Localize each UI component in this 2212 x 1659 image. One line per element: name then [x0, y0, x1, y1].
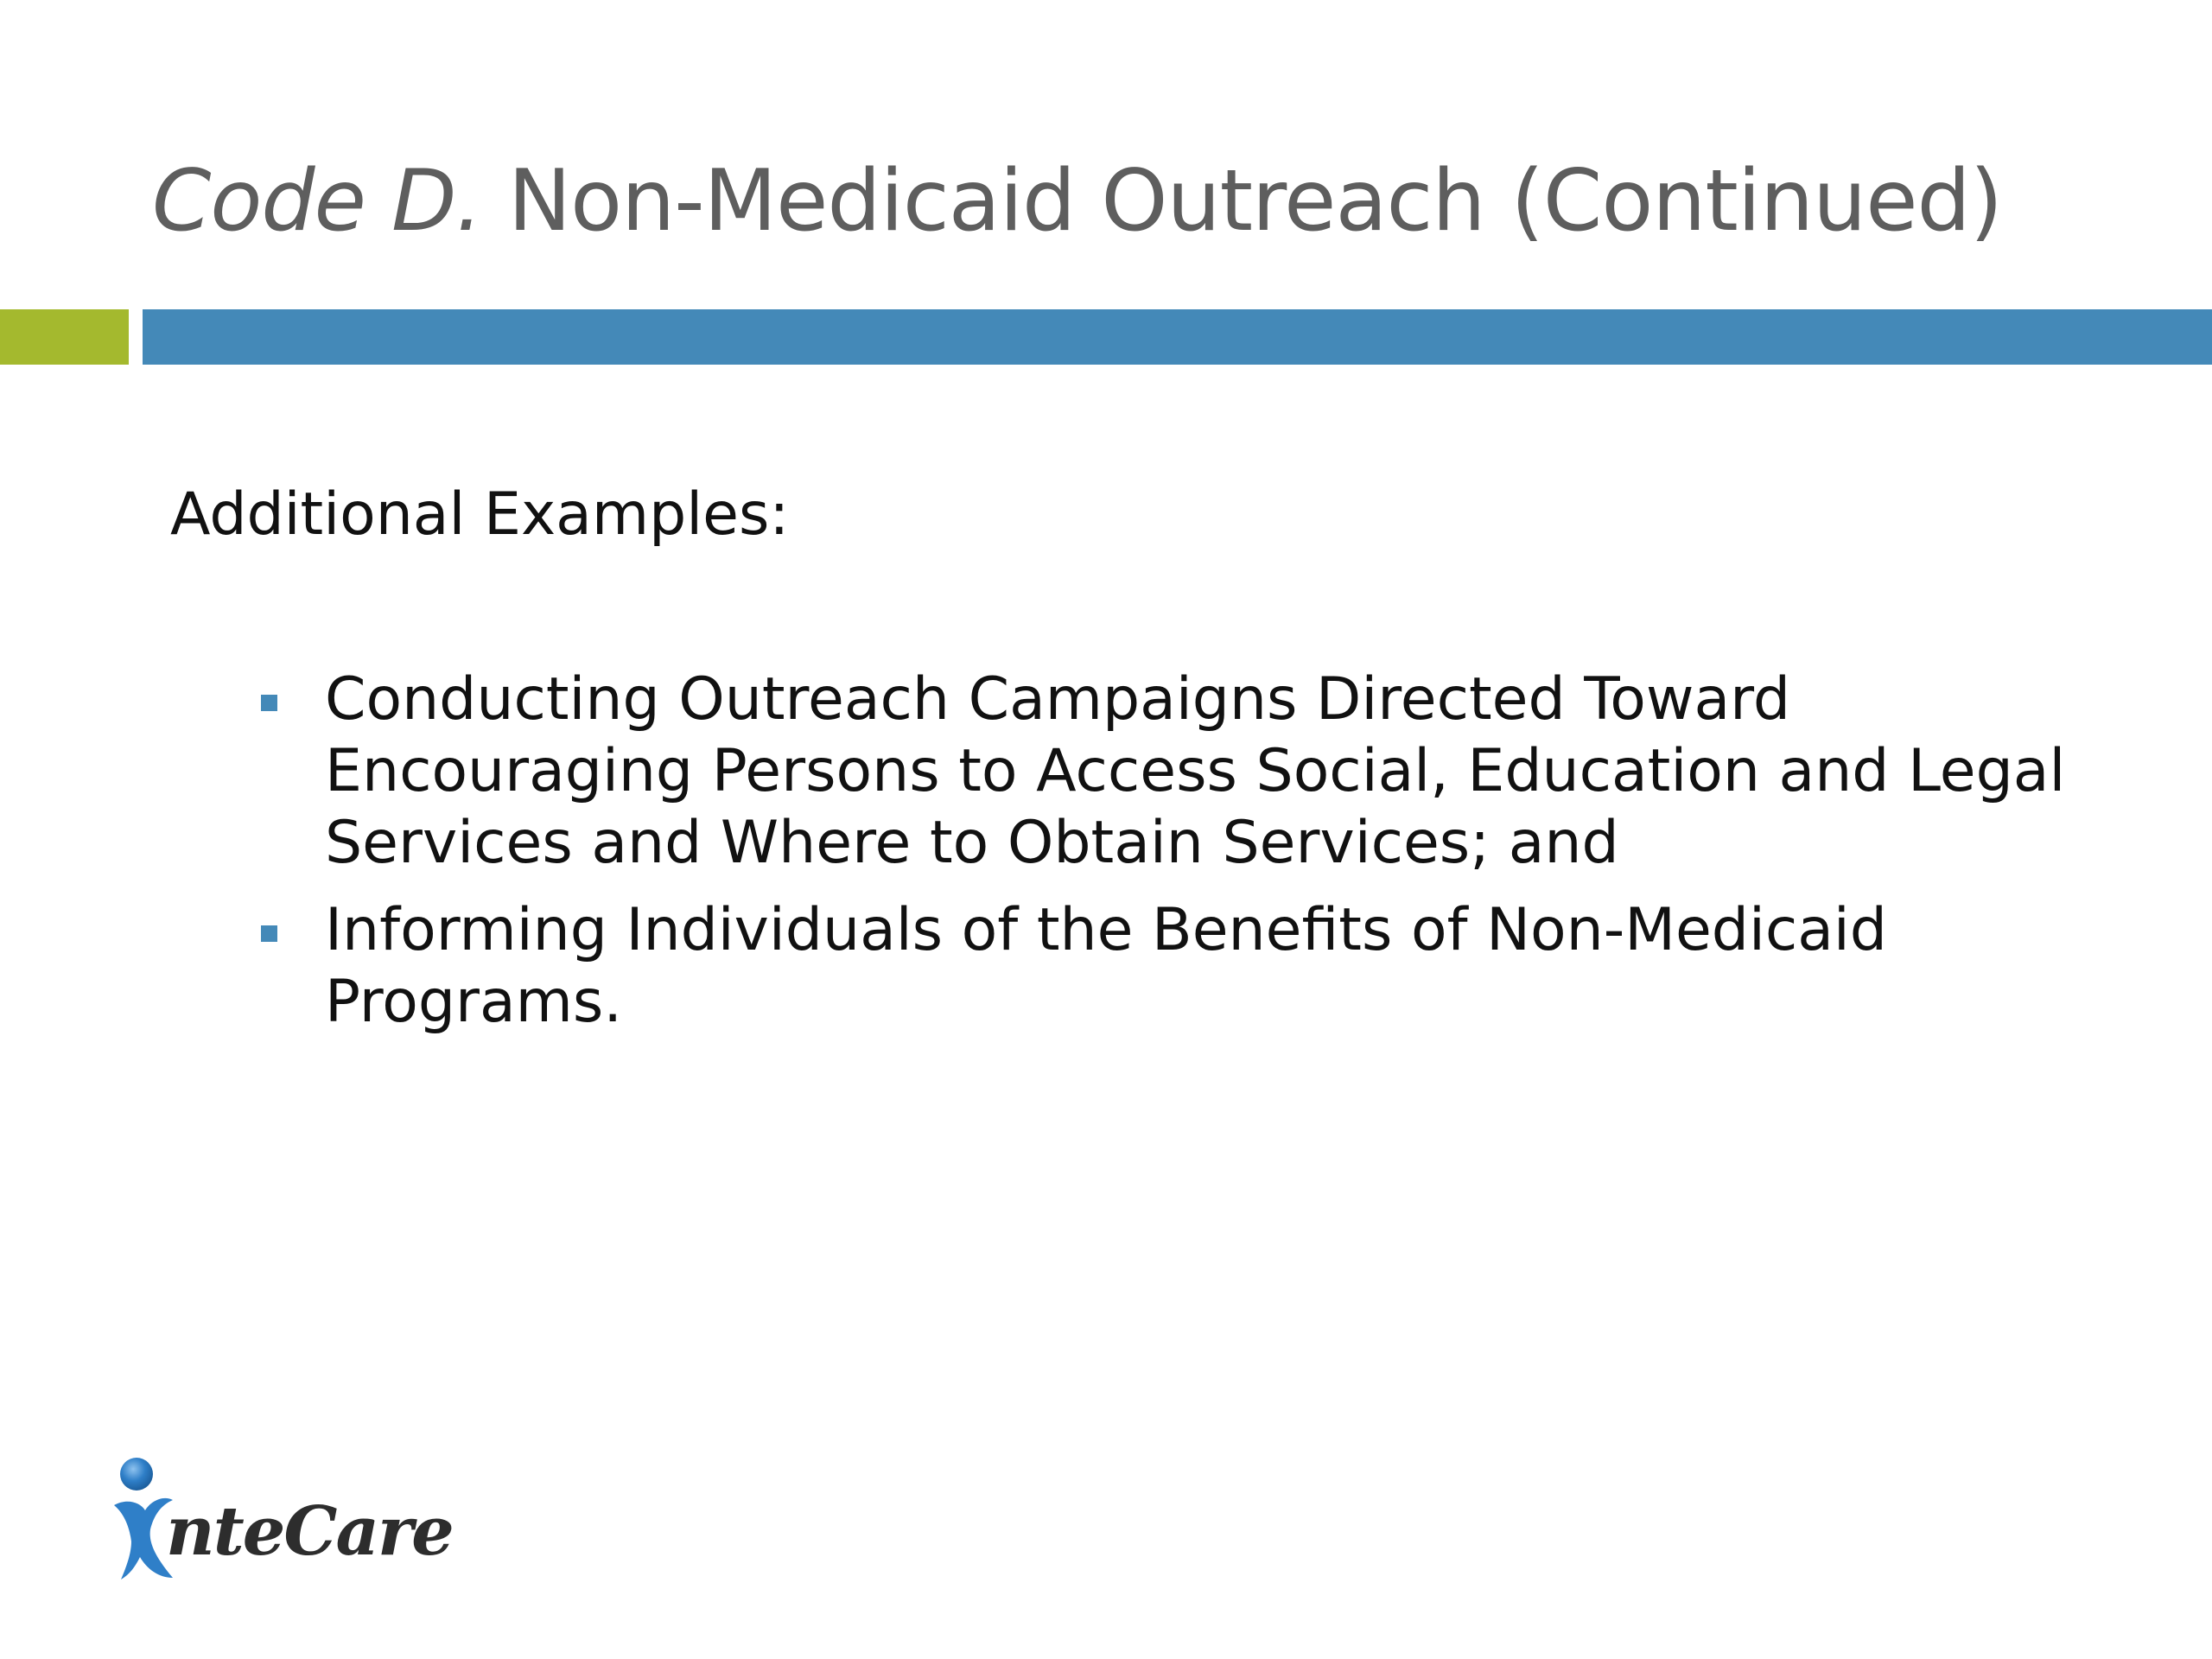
- intecare-logo: [111, 1452, 453, 1590]
- title-code: Code D.: [152, 152, 482, 251]
- bullet-item: [261, 664, 2119, 879]
- intro-text: Additional Examples:: [170, 480, 790, 549]
- bullet-item: [261, 894, 2119, 1038]
- bullet-text: Conducting Outreach Campaigns Directed Toward Encouraging Persons to Access Social, Education and Legal Services and Where to Obtain Services; and: [325, 665, 2066, 877]
- bullet-list: [261, 664, 2119, 1053]
- accent-bar-green: [0, 309, 129, 365]
- bullet-text: Informing Individuals of the Benefits of Non-Medicaid Programs.: [325, 896, 1887, 1036]
- slide-title: [152, 145, 2002, 257]
- title-gap: [482, 152, 508, 251]
- logo-wordmark: nteCare: [166, 1492, 453, 1571]
- square-bullet-icon: [261, 695, 277, 711]
- title-subject: Non-Medicaid Outreach (Continued): [507, 152, 2002, 251]
- square-bullet-icon: [261, 925, 277, 942]
- accent-bar-blue: [143, 309, 2212, 365]
